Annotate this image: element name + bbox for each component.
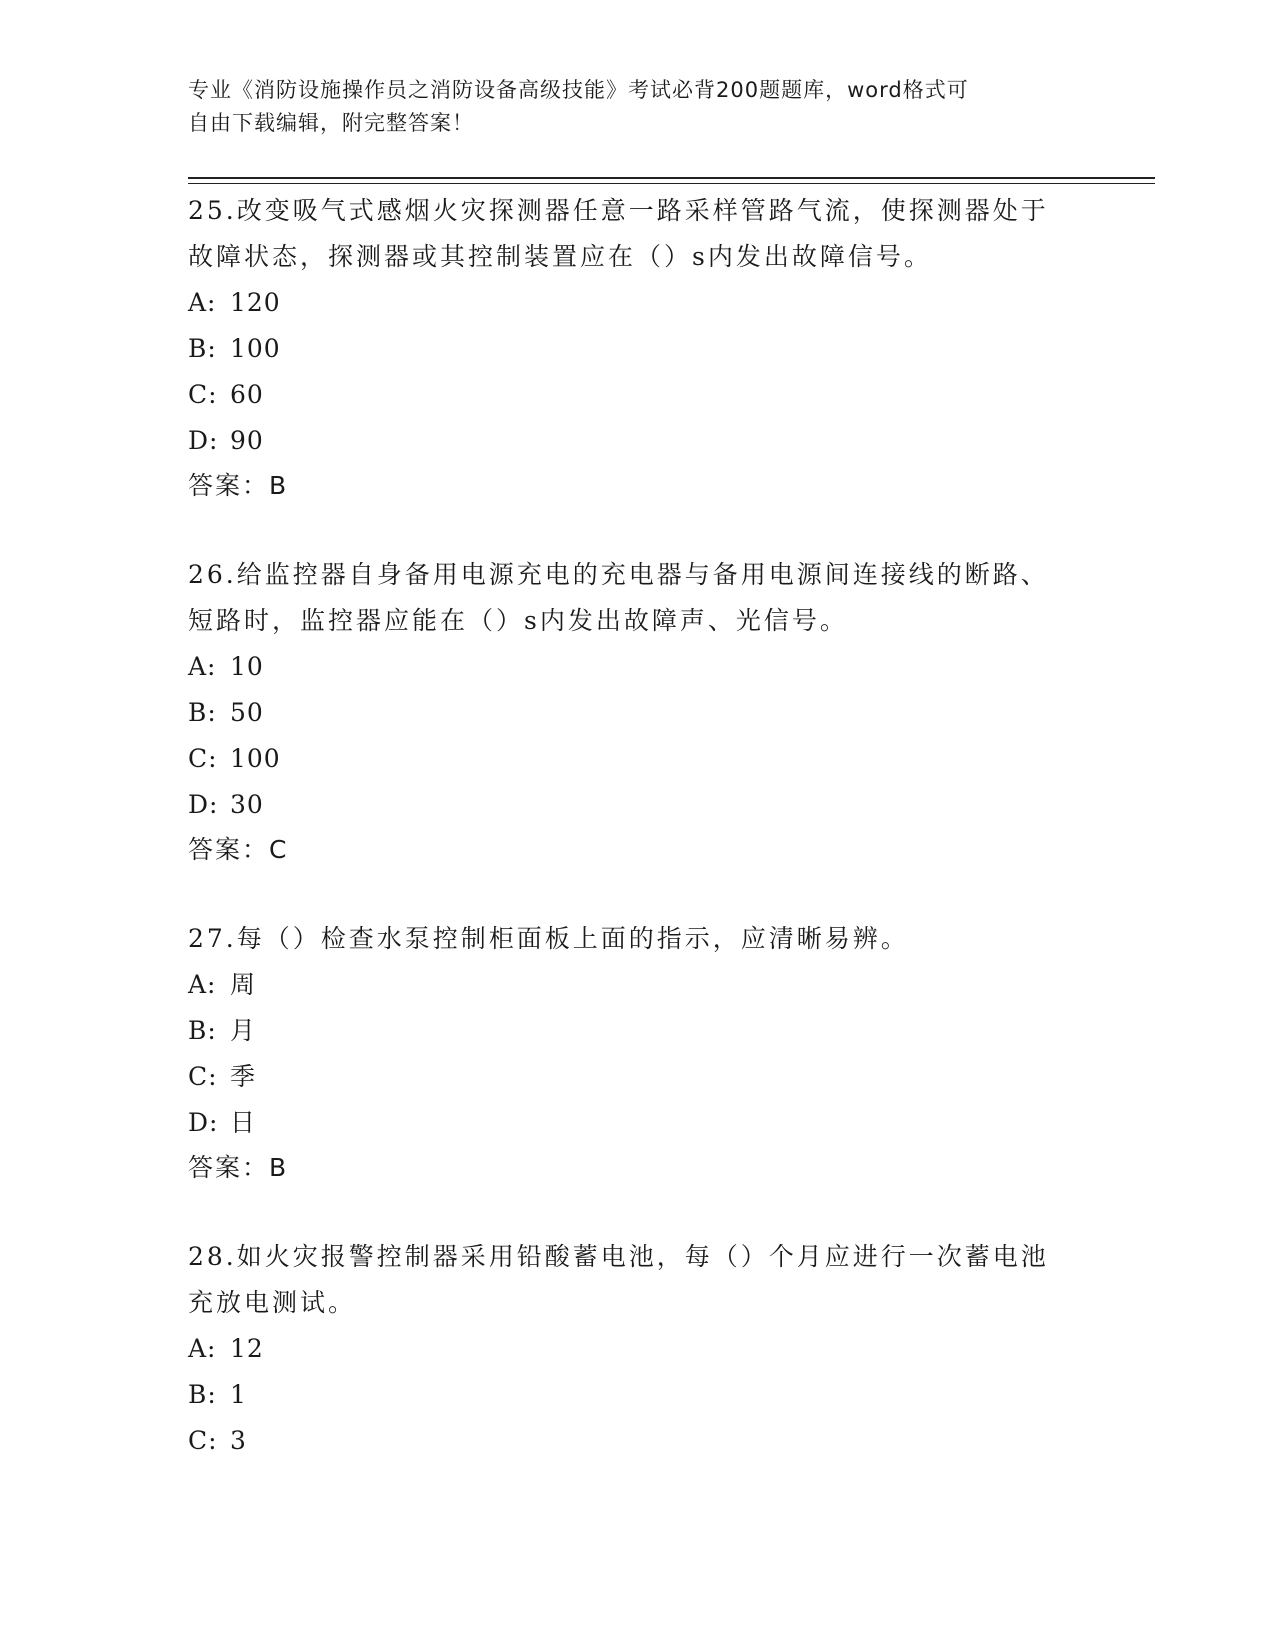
question-text-line-2: 短路时，监控器应能在（）s内发出故障声、光信号。 (188, 606, 848, 635)
option-a (188, 1326, 1088, 1372)
option-b (188, 690, 1088, 736)
question-26 (188, 552, 1088, 872)
question-text-line-1: 26.给监控器自身备用电源充电的充电器与备用电源间连接线的断路、 (188, 560, 1049, 589)
question-text-line-2: 故障状态，探测器或其控制装置应在（）s内发出故障信号。 (188, 242, 932, 271)
option-label: C: (188, 1062, 218, 1091)
option-label: C: (188, 744, 218, 773)
option-value: 日 (230, 1108, 257, 1137)
option-label: C: (188, 380, 218, 409)
option-value: 1 (230, 1380, 247, 1409)
option-value: 30 (230, 790, 264, 819)
option-label: D: (188, 426, 219, 455)
option-value: 月 (230, 1016, 257, 1045)
option-label: A: (188, 1334, 217, 1363)
option-value: 60 (230, 380, 264, 409)
question-text-line-1: 28.如火灾报警控制器采用铅酸蓄电池，每（）个月应进行一次蓄电池 (188, 1242, 1049, 1271)
question-text-line-1: 27.每（）检查水泵控制柜面板上面的指示，应清晰易辨。 (188, 924, 909, 953)
option-label: D: (188, 790, 219, 819)
option-label: A: (188, 288, 217, 317)
option-c (188, 736, 1088, 782)
option-label: B: (188, 1380, 217, 1409)
answer: 答案：B (188, 471, 289, 500)
option-value: 100 (230, 334, 281, 363)
option-value: 周 (230, 970, 257, 999)
answer: 答案：C (188, 835, 289, 864)
option-label: B: (188, 698, 217, 727)
option-c (188, 372, 1088, 418)
option-label: B: (188, 1016, 217, 1045)
option-label: D: (188, 1108, 219, 1137)
option-label: A: (188, 652, 217, 681)
question-text-line-1: 25.改变吸气式感烟火灾探测器任意一路采样管路气流，使探测器处于 (188, 196, 1049, 225)
question-28 (188, 1234, 1088, 1464)
option-d (188, 1100, 1088, 1146)
option-value: 90 (230, 426, 264, 455)
question-27 (188, 916, 1088, 1190)
header-line-1: 专业《消防设施操作员之消防设备高级技能》考试必背200题题库，word格式可 (188, 78, 969, 102)
option-label: C: (188, 1426, 218, 1455)
answer: 答案：B (188, 1153, 289, 1182)
option-label: B: (188, 334, 217, 363)
question-text-line-2: 充放电测试。 (188, 1288, 357, 1317)
option-value: 50 (230, 698, 264, 727)
document-header (188, 74, 1088, 140)
header-line-2: 自由下载编辑，附完整答案！ (188, 111, 474, 135)
option-c (188, 1418, 1088, 1464)
option-d (188, 782, 1088, 828)
option-b (188, 1372, 1088, 1418)
option-a (188, 280, 1088, 326)
option-d (188, 418, 1088, 464)
option-value: 100 (230, 744, 281, 773)
option-b (188, 326, 1088, 372)
option-value: 季 (230, 1062, 257, 1091)
option-value: 12 (230, 1334, 264, 1363)
option-value: 120 (230, 288, 281, 317)
question-list (188, 188, 1088, 1464)
option-value: 3 (230, 1426, 247, 1455)
option-label: A: (188, 970, 217, 999)
option-b (188, 1008, 1088, 1054)
option-a (188, 644, 1088, 690)
option-c (188, 1054, 1088, 1100)
header-divider-thin (188, 183, 1155, 184)
option-value: 10 (230, 652, 264, 681)
question-25 (188, 188, 1088, 508)
header-divider-thick (188, 177, 1155, 179)
option-a (188, 962, 1088, 1008)
